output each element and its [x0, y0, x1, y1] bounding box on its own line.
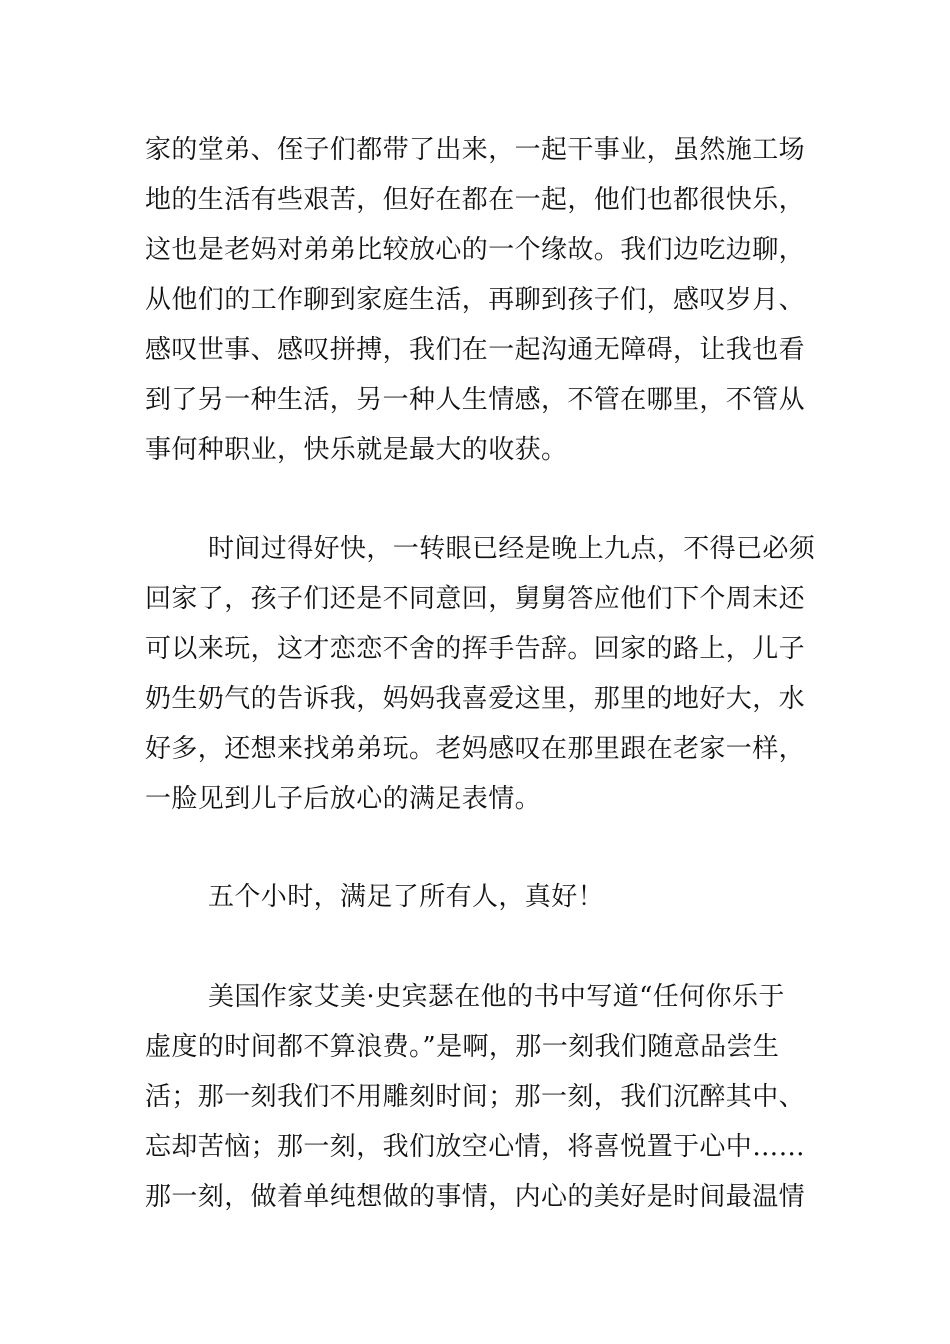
paragraph-1-line-7: 事何种职业，快乐就是最大的收获。: [145, 435, 568, 465]
paragraph-1-line-6: 到了另一种生活，另一种人生情感，不管在哪里，不管从: [145, 385, 806, 415]
paragraph-1-line-3: 这也是老妈对弟弟比较放心的一个缘故。我们边吃边聊，: [145, 235, 806, 265]
paragraph-2-line-3: 可以来玩，这才恋恋不舍的挥手告辞。回家的路上，儿子: [145, 634, 806, 664]
paragraph-3-line-1: 五个小时，满足了所有人，真好！: [208, 882, 605, 912]
paragraph-1-line-1: 家的堂弟、侄子们都带了出来，一起干事业，虽然施工场: [145, 135, 806, 165]
paragraph-1-line-4: 从他们的工作聊到家庭生活，再聊到孩子们，感叹岁月、: [145, 285, 806, 315]
paragraph-4-line-4: 忘却苦恼；那一刻，我们放空心情，将喜悦置于心中……: [145, 1132, 806, 1162]
paragraph-2-line-2: 回家了，孩子们还是不同意回，舅舅答应他们下个周末还: [145, 584, 806, 614]
paragraph-2-line-5: 好多，还想来找弟弟玩。老妈感叹在那里跟在老家一样，: [145, 734, 806, 764]
paragraph-1-line-2: 地的生活有些艰苦，但好在都在一起，他们也都很快乐，: [145, 185, 806, 215]
paragraph-2-line-1: 时间过得好快，一转眼已经是晚上九点，不得已必须: [208, 534, 816, 564]
paragraph-4-line-3: 活；那一刻我们不用雕刻时间；那一刻，我们沉醉其中、: [145, 1082, 806, 1112]
paragraph-1-line-5: 感叹世事、感叹拼搏，我们在一起沟通无障碍，让我也看: [145, 335, 806, 365]
paragraph-2-line-4: 奶生奶气的告诉我，妈妈我喜爱这里，那里的地好大，水: [145, 684, 806, 714]
paragraph-2-line-6: 一脸见到儿子后放心的满足表情。: [145, 784, 542, 814]
paragraph-4-line-5: 那一刻，做着单纯想做的事情，内心的美好是时间最温情: [145, 1182, 806, 1212]
paragraph-4-line-2: 虚度的时间都不算浪费。”是啊，那一刻我们随意品尝生: [145, 1032, 780, 1062]
paragraph-4-line-1: 美国作家艾美·史宾瑟在他的书中写道“任何你乐于: [208, 982, 785, 1012]
